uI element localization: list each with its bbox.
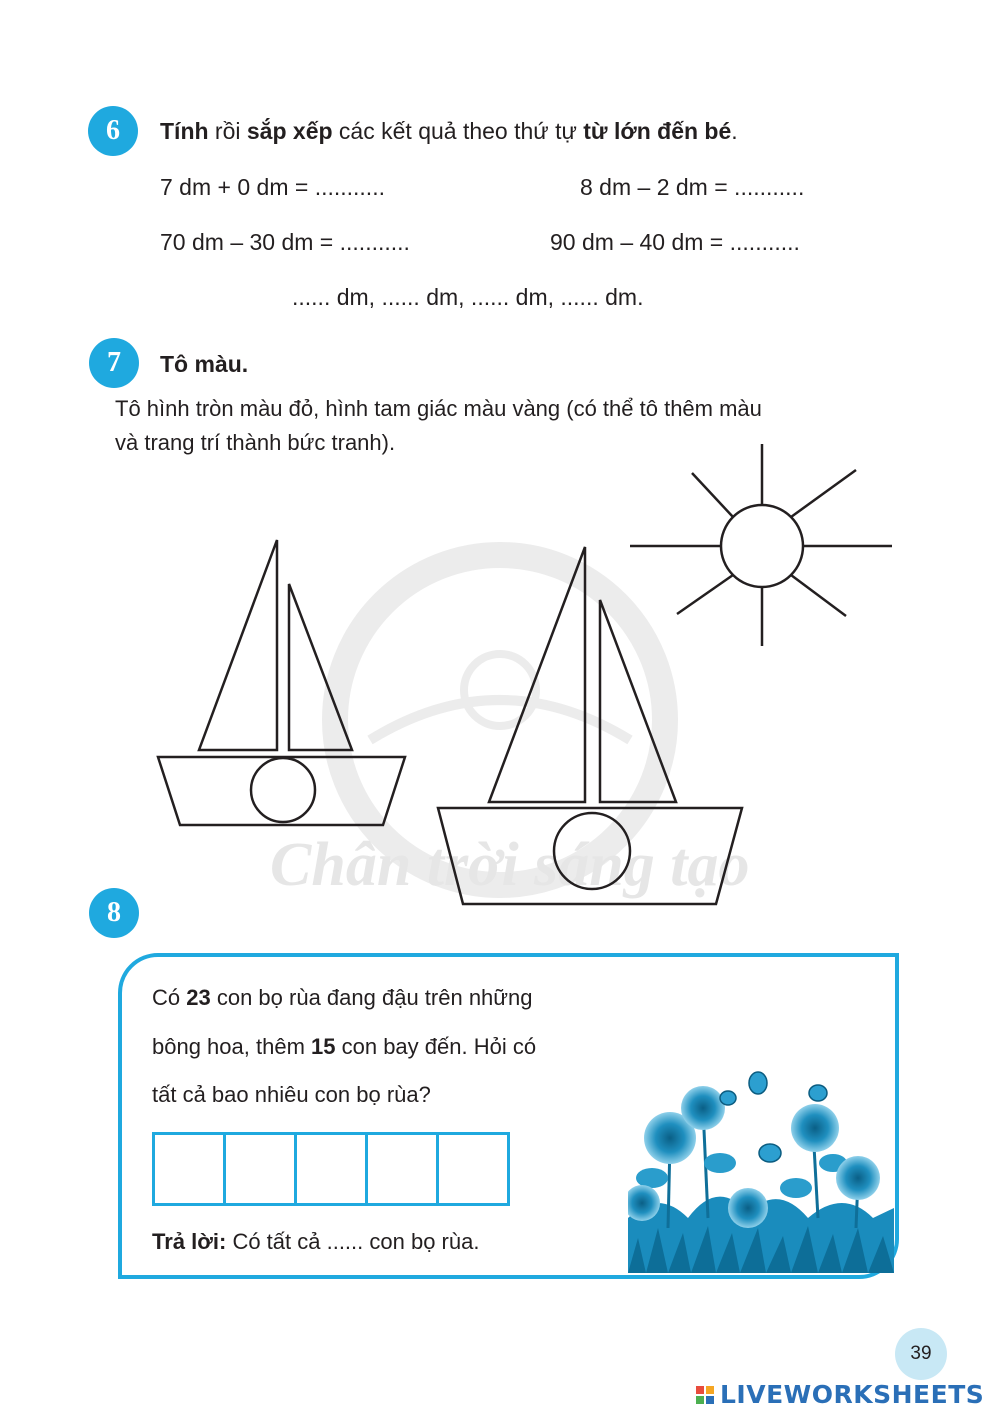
exercise-7-badge: 7 [89,338,139,388]
flowers-ladybugs-illustration [628,1068,894,1273]
page-number: 39 [895,1328,947,1380]
text-part: bông hoa, thêm [152,1034,312,1059]
flower [836,1156,880,1200]
flower [791,1104,839,1152]
exercise-8-badge: 8 [89,888,139,938]
calculation-cell-3[interactable] [294,1132,368,1206]
exercise-7-instruction-line2: và trang trí thành bức tranh). [115,430,396,455]
text-part: con bay đến. Hỏi có [335,1034,537,1059]
boat-left-circle[interactable] [251,758,315,822]
expression-4[interactable]: 90 dm – 40 dm = ........... [550,229,800,255]
boat-right-sail-big-triangle[interactable] [489,547,585,802]
text-part: Có [152,985,187,1010]
exercise-7-instruction-line1: Tô hình tròn màu đỏ, hình tam giác màu vàng (có thể tô thêm màu [115,396,762,421]
heading-part: rồi [208,118,247,144]
sun-ray [692,473,733,517]
boat-right-sail-small-triangle[interactable] [600,600,676,802]
boat-right-circle[interactable] [554,813,630,889]
sun[interactable] [630,444,892,646]
boat-left-sail-big-triangle[interactable] [199,540,277,750]
expression-3[interactable]: 70 dm – 30 dm = ........... [160,229,410,255]
flower [681,1086,725,1130]
answer-text[interactable]: Có tất cả ...... con bọ rùa. [226,1229,480,1254]
boat-left-sail-small-triangle[interactable] [289,584,352,750]
number-23: 23 [186,985,211,1010]
heading-part: các kết quả theo thứ tự [332,118,584,144]
flower [728,1188,768,1228]
exercise-6-badge: 6 [88,106,138,156]
answer-line[interactable] [152,1229,479,1255]
heading-part: . [731,118,738,144]
text-part: con bọ rùa đang đậu trên những [210,985,533,1010]
sun-ray [791,575,846,616]
heading-part: từ lớn đến bé [583,118,732,144]
order-line[interactable]: ...... dm, ...... dm, ...... dm, ...... dm. [292,284,644,310]
calculation-cell-5[interactable] [436,1132,510,1206]
expression-1[interactable]: 7 dm + 0 dm = ........... [160,174,385,200]
calculation-cell-1[interactable] [152,1132,226,1206]
sun-ray [791,470,856,517]
heading-part: sắp xếp [246,118,333,144]
boat-left-hull[interactable] [158,757,405,825]
calculation-cell-2[interactable] [223,1132,297,1206]
boat-left[interactable] [158,540,405,825]
sun-circle[interactable] [721,505,803,587]
exercise-8-line3: tất cả bao nhiêu con bọ rùa? [152,1082,431,1107]
exercise-8-line2 [152,1034,536,1060]
liveworksheets-logo-icon [696,1386,714,1404]
calculation-cell-4[interactable] [365,1132,439,1206]
watermark-text: Chân trời sáng tạo [270,831,750,899]
exercise-7-title: Tô màu. [160,351,249,377]
expression-2[interactable]: 8 dm – 2 dm = ........... [580,174,805,200]
liveworksheets-logo-text: LIVEWORKSHEETS [720,1380,985,1409]
exercise-8-line1 [152,985,532,1011]
sun-ray [677,575,733,614]
answer-label: Trả lời: [152,1229,227,1254]
liveworksheets-logo[interactable] [696,1380,984,1409]
calculation-boxes [152,1132,507,1206]
number-15: 15 [311,1034,336,1059]
heading-part: Tính [160,118,209,144]
